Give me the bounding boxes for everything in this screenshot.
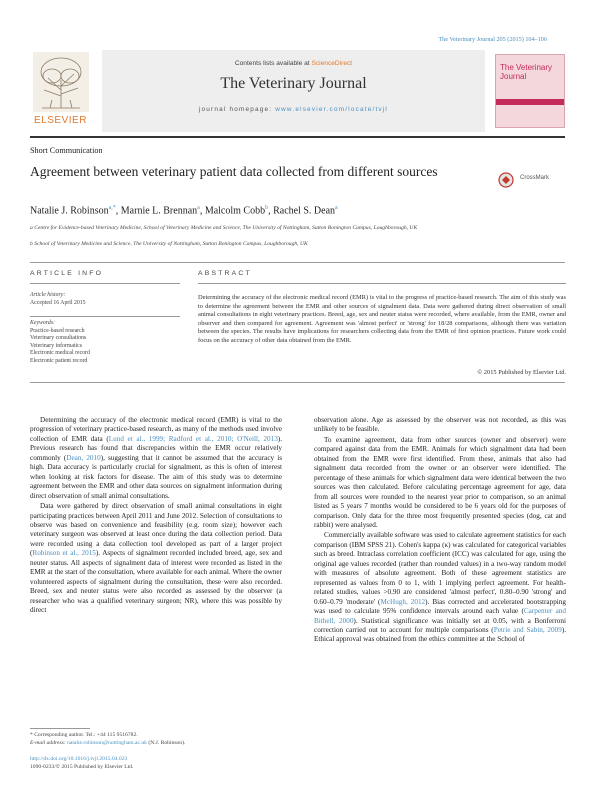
body-paragraph: [314, 416, 566, 435]
masthead: [30, 50, 565, 132]
citation-link[interactable]: Petrie and Sabin, 2009: [493, 625, 562, 634]
keyword: Veterinary consultations: [30, 335, 87, 342]
body-paragraph: [314, 531, 566, 644]
body-text: Data were gathered by direct observation of small animal consultations in eight participating practices between April 2011 and June 2012. Selection of consultations to observe was based on convenience and feasibility (e.g. room size); however each veterinary surgeon was observed at least once during the data collection period. Data were recorded using a data collection tool developed as part of a larger project (: [30, 502, 282, 558]
keyword: Electronic medical record: [30, 350, 90, 357]
body-text: ). Previous research has found that discrepancies within the EMR occur relatively commonly (: [30, 434, 282, 462]
keyword: Electronic patient record: [30, 357, 88, 364]
citation-link[interactable]: McHugh, 2012: [380, 597, 426, 606]
keyword: Practice-based research: [30, 327, 85, 334]
body-text: ). Ethical approval was obtained from the ethics committee at the School of: [314, 625, 567, 644]
affiliation-divider: [30, 262, 565, 263]
journal-banner: [102, 50, 485, 132]
journal-homepage: [102, 106, 485, 113]
affiliation-b: b School of Veterinary Medicine and Science, The University of Nottingham, Sutton Bonington Campus, Loughborough, UK: [30, 241, 308, 247]
body-column-right: [314, 416, 566, 646]
body-paragraph: [30, 502, 282, 615]
author-separator: ,: [199, 205, 205, 217]
issn-line: 1090-0233/© 2015 Published by Elsevier Ltd.: [30, 763, 134, 770]
journal-cover-thumbnail: [495, 54, 565, 128]
email-suffix: (N.J. Robinson).: [146, 739, 186, 746]
body-paragraph: [314, 436, 566, 531]
contents-line: [102, 50, 485, 67]
author-affiliation-mark[interactable]: a: [197, 205, 200, 211]
history-divider: [30, 316, 180, 317]
body-text: Determining the accuracy of the electronic medical record (EMR) is vital to the progression of veterinary practice-based research, as many of the methods used involve collection of EMR data (: [30, 416, 282, 443]
article-history: [30, 292, 170, 307]
email-line: [30, 740, 282, 748]
author-name[interactable]: Marnie L. Brennan: [120, 205, 198, 217]
citation-link[interactable]: Lund et al., 1999; Radford et al., 2010; O'Neill, 2013: [108, 434, 278, 443]
crossmark-label: CrossMark: [520, 175, 550, 181]
author-name[interactable]: Natalie J. Robinson: [30, 205, 109, 217]
author-name[interactable]: Rachel S. Dean: [273, 205, 336, 217]
corresponding-author: * Corresponding author. Tel.: +44 115 9516782.: [30, 732, 138, 738]
journal-name: The Veterinary Journal: [220, 75, 367, 92]
crossmark-badge[interactable]: [498, 172, 568, 188]
front-matter-divider: [30, 382, 565, 383]
body-text: ). Aspects of signalment recorded included breed, age, sex and neuter status. All aspects of signalment data of interest were recorded as listed in the EMR at the start of the consultation, where available for each animal. Where the owner volunteered aspects of signalment during the consultation, these were also recorded. Breed, sex and neuter status were also recorded as assessed by the observer (a researcher who was a qualified veterinary surgeon; NR), where this was possible by direct: [30, 549, 283, 615]
masthead-divider: [30, 136, 565, 138]
article-info-heading: ARTICLE INFO: [30, 270, 104, 277]
footnote-block: [30, 732, 282, 747]
body-text: observation alone. Age as assessed by the observer was not recorded, as this was unlikely to be feasible.: [314, 416, 566, 434]
article-title: Agreement between veterinary patient data collected from different sources: [30, 164, 438, 179]
body-text: ). Statistical significance was initially set at 0.05, with a Bonferroni correction carried out to account for multiple comparisons (: [314, 616, 566, 634]
abstract-text: Determining the accuracy of the electronic medical record (EMR) is vital to the progress of practice-based research. The aim of this study was to determine the agreement between the EMR and other sources of signalment data. Data were gathered during direct observation of small animal consultations in eight veterinary practices. Breed, age, sex and neuter status were recorded, where available, from the EMR, owner and observer and then compared for agreement. Agreement was 'almost perfect' or 'strong' for 18/28 comparisons, although there was variation between the species. The results have implications for researchers collecting data from the EMR of first opinion practices. Future work could focus on the accuracy of other data obtained from the EMR.: [198, 294, 566, 344]
keywords-block: [30, 320, 170, 366]
cover-title: The Veterinary Journal: [500, 63, 553, 81]
email-link[interactable]: natalie.robinson@nottingham.ac.uk: [67, 739, 147, 746]
homepage-prefix: journal homepage:: [198, 106, 276, 113]
body-paragraph: [30, 416, 282, 501]
abstract-divider: [198, 283, 566, 284]
history-heading: Article history:: [30, 292, 66, 298]
history-value: Accepted 16 April 2015: [30, 299, 86, 306]
author-affiliation-mark[interactable]: b: [265, 205, 269, 211]
abstract-copyright: © 2015 Published by Elsevier Ltd.: [477, 369, 566, 376]
author-name[interactable]: Malcolm Cobb: [204, 205, 266, 217]
body-text: ). Bias corrected and accelerated bootstrapping was used to calculate 95% confidence intervals around each value (: [314, 597, 566, 616]
affiliation-a: a Centre for Evidence-based Veterinary Medicine, School of Veterinary Medicine and Science, The University of Nottingham, Sutton Bonington Campus, Loughborough, UK: [30, 225, 418, 231]
author-list: [30, 205, 338, 216]
footnote-divider: [30, 728, 90, 729]
info-divider: [30, 283, 180, 284]
citation-link[interactable]: Robinson et al., 2015: [32, 549, 96, 558]
author-separator: ,: [115, 205, 121, 217]
citation-link[interactable]: Dean, 2010: [66, 453, 101, 462]
body-text: Commercially available software was used to calculate agreement statistics for each comparison (IBM SPSS 21). Cohen's kappa (κ) was calculated for categorical variables such as breed. Intraclass correlation coefficient (ICC) was calculated for age, using the original age values recorded (rather than rounded values) in a two-way random model with measures of absolute agreement. Both of these agreement statistics are represented as values from 0 to 1, with 1 implying perfect agreement. For health-related studies, values >0.90 are considered 'almost perfect', 0.80–0.90 'strong' and 0.60–0.79 'moderate' (: [314, 531, 566, 606]
cover-band: [496, 99, 564, 105]
author-separator: ,: [268, 205, 274, 217]
body-text: ), suggesting that it cannot be assumed that the accuracy is high. Data accuracy is particularly crucial for signalment, as this is often of interest when looking at risk factors for disease. The aim of this study was to determine agreement between the EMR and other data sources on signalment information during direct observation of small animal consultations.: [30, 453, 283, 500]
contents-prefix: Contents lists available at: [234, 60, 312, 67]
keyword: Veterinary informatics: [30, 342, 82, 349]
citation-header: The Veterinary Journal 205 (2015) 104–106: [438, 36, 547, 43]
homepage-link[interactable]: www.elsevier.com/locate/tvjl: [275, 106, 389, 113]
email-prefix: E-mail address:: [30, 739, 68, 746]
publisher-name: ELSEVIER: [34, 115, 87, 126]
article-type: Short Communication: [30, 146, 103, 155]
body-text: To examine agreement, data from other sources (owner and observer) were compared against data from the EMR. Animals for which signalment data had been obtained from the EMR were first identified. From these, animals that also had signalment data recorded from the owner or an observer were identified. The percentage of these animals for which signalment data were identical between the two sources was then calculated. Before calculating percentage agreement for age, data from all sources were rounded to the nearest year prior to comparison, so an animal listed as 5 years 7 months would be considered to be 6 years old for the purposes of comparison. Only data for the three most frequently presented species (dog, cat and rabbit) were analysed.: [314, 435, 566, 529]
crossmark-icon: [498, 172, 516, 188]
body-column-left: [30, 416, 282, 617]
author-affiliation-mark[interactable]: a,*: [108, 205, 116, 211]
citation-link[interactable]: Carpenter and Bithell, 2000: [314, 607, 566, 625]
keywords-heading: Keywords:: [30, 320, 55, 326]
abstract-heading: ABSTRACT: [198, 270, 252, 277]
author-affiliation-mark[interactable]: a: [335, 205, 338, 211]
sciencedirect-link[interactable]: ScienceDirect: [311, 60, 353, 67]
publication-info: [30, 756, 282, 771]
doi-link[interactable]: http://dx.doi.org/10.1016/j.tvjl.2015.04.023: [30, 756, 128, 762]
